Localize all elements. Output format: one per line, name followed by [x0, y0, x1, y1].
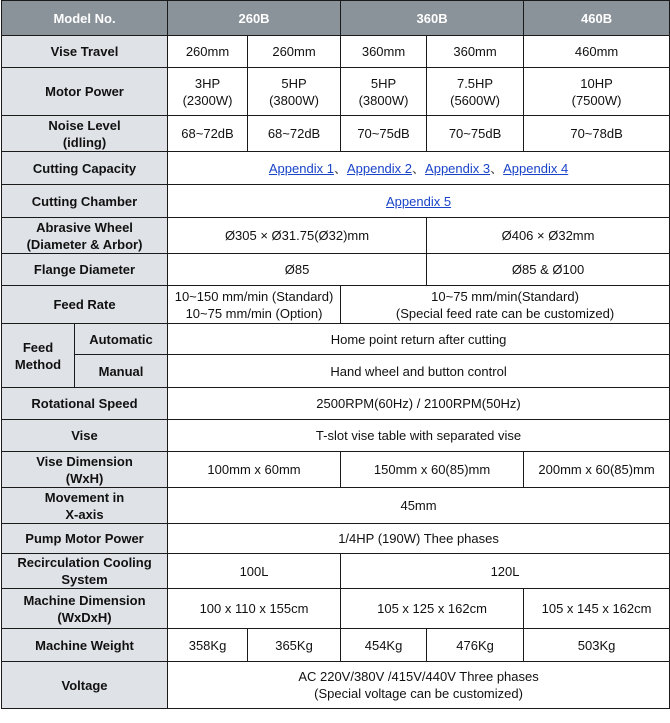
feed-rate-line: 10~75 mm/min(Standard)	[431, 288, 579, 304]
motor-power-value	[341, 68, 427, 116]
vise-travel-value: 260mm	[168, 36, 248, 68]
appendix-5-link[interactable]: Appendix 5	[386, 193, 452, 209]
rotational-speed-label: Rotational Speed	[2, 388, 168, 420]
row-vise-travel	[2, 36, 670, 68]
flange-diameter-label: Flange Diameter	[2, 254, 168, 286]
abrasive-wheel-value: Ø305 × Ø31.75(Ø32)mm	[168, 218, 427, 254]
vise-travel-value: 360mm	[427, 36, 524, 68]
row-machine-dimension	[2, 589, 670, 629]
feed-method-label-line1: Feed	[22, 339, 54, 355]
row-cutting-chamber	[2, 185, 670, 218]
feed-method-manual-label: Manual	[75, 355, 168, 388]
motor-power-label: Motor Power	[2, 68, 168, 116]
feed-method-automatic-value: Home point return after cutting	[168, 324, 670, 355]
motor-power-hp: 5HP	[281, 75, 307, 91]
recirculation-label-line1: Recirculation Cooling	[17, 555, 152, 570]
motor-power-hp: 5HP	[370, 75, 397, 91]
motor-power-watts: (7500W)	[571, 92, 622, 108]
row-abrasive-wheel	[2, 218, 670, 254]
feed-rate-line: (Special feed rate can be customized)	[395, 305, 615, 321]
noise-level-label-line2: (idling)	[62, 134, 107, 150]
header-model-no: Model No.	[2, 1, 168, 36]
machine-weight-label: Machine Weight	[2, 629, 168, 662]
pump-motor-value: 1/4HP (190W) Thee phases	[168, 524, 670, 554]
vise-travel-label: Vise Travel	[2, 36, 168, 68]
recirculation-value: 120L	[341, 554, 670, 589]
abrasive-wheel-label	[2, 218, 168, 254]
motor-power-hp: 3HP	[194, 75, 221, 91]
motor-power-value	[248, 68, 341, 116]
machine-dimension-label-line2: (WxDxH)	[57, 609, 112, 625]
row-vise-dimension	[2, 452, 670, 488]
movement-x-value: 45mm	[168, 488, 670, 524]
movement-x-label-line2: X-axis	[65, 506, 104, 522]
row-voltage	[2, 662, 670, 709]
row-noise-level	[2, 116, 670, 152]
link-separator: 、	[412, 160, 426, 176]
cutting-chamber-value	[168, 185, 670, 218]
appendix-2-link[interactable]: Appendix 2	[346, 160, 413, 176]
abrasive-wheel-label-line1: Abrasive Wheel	[36, 219, 133, 235]
motor-power-watts: (5600W)	[450, 92, 500, 108]
row-motor-power	[2, 68, 670, 116]
recirculation-label-line2: System	[61, 572, 108, 587]
feed-rate-label: Feed Rate	[2, 286, 168, 324]
flange-diameter-value: Ø85 & Ø100	[427, 254, 670, 286]
voltage-value	[168, 662, 670, 709]
machine-weight-value: 454Kg	[341, 629, 427, 662]
machine-dimension-label-line1: Machine Dimension	[23, 592, 146, 608]
appendix-3-link[interactable]: Appendix 3	[425, 160, 491, 176]
noise-level-value: 68~72dB	[248, 116, 341, 152]
vise-dimension-value: 100mm x 60mm	[168, 452, 341, 488]
motor-power-value	[168, 68, 248, 116]
header-460b: 460B	[524, 1, 670, 36]
appendix-1-link[interactable]: Appendix 1	[268, 160, 334, 176]
motor-power-watts: (3800W)	[269, 92, 319, 108]
link-separator: 、	[490, 160, 504, 176]
feed-method-label	[2, 324, 75, 388]
row-cutting-capacity	[2, 152, 670, 185]
noise-level-label-line1: Noise Level	[48, 117, 121, 133]
machine-weight-value: 476Kg	[427, 629, 524, 662]
row-pump-motor	[2, 524, 670, 554]
feed-rate-line: 10~75 mm/min (Option)	[185, 305, 323, 321]
movement-x-label	[2, 488, 168, 524]
machine-dimension-label	[2, 589, 168, 629]
motor-power-hp: 7.5HP	[456, 75, 494, 91]
vise-travel-value: 260mm	[248, 36, 341, 68]
feed-method-label-line2: Method	[14, 356, 62, 372]
row-vise	[2, 420, 670, 452]
voltage-line: AC 220V/380V /415V/440V Three phases	[298, 669, 539, 684]
spec-table	[1, 0, 670, 709]
motor-power-hp: 10HP	[580, 75, 613, 91]
noise-level-value: 68~72dB	[168, 116, 248, 152]
noise-level-value: 70~78dB	[524, 116, 670, 152]
feed-rate-value-360-460	[341, 286, 670, 324]
machine-weight-value: 503Kg	[524, 629, 670, 662]
rotational-speed-value: 2500RPM(60Hz) / 2100RPM(50Hz)	[168, 388, 670, 420]
recirculation-label	[2, 554, 168, 589]
voltage-label: Voltage	[2, 662, 168, 709]
cutting-capacity-label: Cutting Capacity	[2, 152, 168, 185]
vise-dimension-label-line1: Vise Dimension	[36, 453, 133, 469]
voltage-line: (Special voltage can be customized)	[314, 686, 523, 701]
row-recirculation	[2, 554, 670, 589]
row-feed-method-manual	[2, 355, 670, 388]
row-feed-method-automatic	[2, 324, 670, 355]
vise-dimension-value: 150mm x 60(85)mm	[341, 452, 524, 488]
recirculation-value: 100L	[168, 554, 341, 589]
header-row	[2, 1, 670, 36]
motor-power-value	[427, 68, 524, 116]
abrasive-wheel-value: Ø406 × Ø32mm	[427, 218, 670, 254]
machine-weight-value: 358Kg	[168, 629, 248, 662]
row-feed-rate	[2, 286, 670, 324]
cutting-capacity-links	[168, 152, 670, 185]
cutting-chamber-label: Cutting Chamber	[2, 185, 168, 218]
noise-level-label	[2, 116, 168, 152]
machine-dimension-value: 105 x 145 x 162cm	[524, 589, 670, 629]
flange-diameter-value: Ø85	[168, 254, 427, 286]
vise-value: T-slot vise table with separated vise	[168, 420, 670, 452]
vise-dimension-value: 200mm x 60(85)mm	[524, 452, 670, 488]
vise-travel-value: 460mm	[524, 36, 670, 68]
noise-level-value: 70~75dB	[341, 116, 427, 152]
vise-dimension-label	[2, 452, 168, 488]
row-machine-weight	[2, 629, 670, 662]
appendix-4-link[interactable]: Appendix 4	[503, 160, 569, 176]
header-360b: 360B	[341, 1, 524, 36]
feed-method-automatic-label: Automatic	[75, 324, 168, 355]
machine-dimension-value: 105 x 125 x 162cm	[341, 589, 524, 629]
feed-rate-line: 10~150 mm/min (Standard)	[174, 288, 334, 304]
vise-travel-value: 360mm	[341, 36, 427, 68]
movement-x-label-line1: Movement in	[44, 489, 125, 505]
pump-motor-label: Pump Motor Power	[2, 524, 168, 554]
row-flange-diameter	[2, 254, 670, 286]
noise-level-value: 70~75dB	[427, 116, 524, 152]
abrasive-wheel-label-line2: (Diameter & Arbor)	[26, 236, 143, 252]
link-separator: 、	[333, 160, 347, 176]
vise-label: Vise	[2, 420, 168, 452]
feed-rate-value-260	[168, 286, 341, 324]
header-260b: 260B	[168, 1, 341, 36]
row-rotational-speed	[2, 388, 670, 420]
motor-power-watts: (2300W)	[182, 92, 233, 108]
motor-power-value	[524, 68, 670, 116]
motor-power-watts: (3800W)	[358, 92, 409, 108]
machine-weight-value: 365Kg	[248, 629, 341, 662]
vise-dimension-label-line2: (WxH)	[65, 470, 104, 486]
machine-dimension-value: 100 x 110 x 155cm	[168, 589, 341, 629]
feed-method-manual-value: Hand wheel and button control	[168, 355, 670, 388]
row-movement-x	[2, 488, 670, 524]
